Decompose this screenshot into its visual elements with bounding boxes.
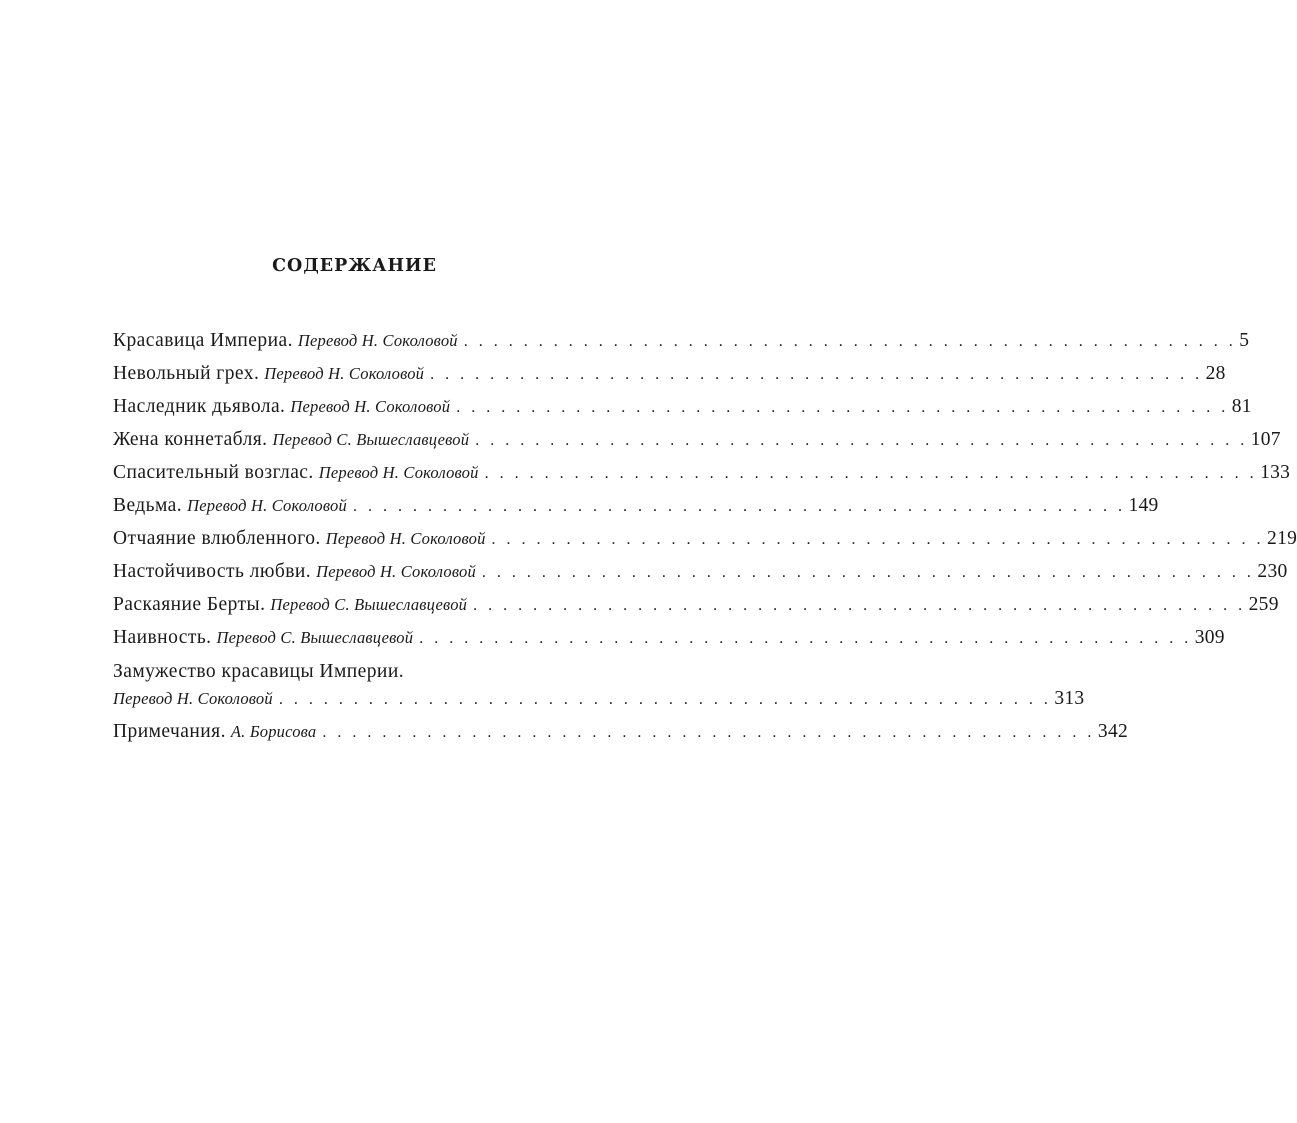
entry-translator: Перевод Н. Соколовой <box>290 397 451 416</box>
entry-translator: Перевод Н. Соколовой <box>325 529 486 548</box>
dot-leader: . . . . . . . . . . . . . . . . . . . . . . . . . . . . . . . . . . . . . . . . . . . . . . . . . . . . <box>481 564 1255 581</box>
entry-page-number: 149 <box>1128 495 1159 516</box>
entry-page-number: 313 <box>1054 688 1085 709</box>
entry-title: Наивность. <box>113 627 212 648</box>
toc-entry[interactable] <box>113 361 1226 394</box>
entry-translator: Перевод Н. Соколовой <box>318 463 479 482</box>
entry-translator: Перевод Н. Соколовой <box>316 562 476 581</box>
toc-entry[interactable] <box>113 460 1291 493</box>
toc-entry[interactable] <box>113 658 1085 719</box>
entry-title: Спасительный возглас. <box>113 462 314 483</box>
dot-leader: . . . . . . . . . . . . . . . . . . . . . . . . . . . . . . . . . . . . . . . . . . . . . . . . . . . . <box>491 531 1265 548</box>
entry-title: Примечания. <box>113 721 226 742</box>
entry-page-number: 107 <box>1250 429 1281 450</box>
dot-leader: . . . . . . . . . . . . . . . . . . . . . . . . . . . . . . . . . . . . . . . . . . . . . . . . . . . . <box>456 399 1229 416</box>
toc-entry[interactable] <box>113 625 1225 658</box>
entry-title: Наследник дьявола. <box>113 396 286 417</box>
entry-page-number: 133 <box>1260 462 1291 483</box>
entry-page-number: 259 <box>1248 594 1279 615</box>
entry-translator: Перевод С. Вышеславцевой <box>270 595 468 614</box>
entry-page-number: 81 <box>1231 396 1252 417</box>
entry-title: Настойчивость любви. <box>113 561 312 582</box>
dot-leader: . . . . . . . . . . . . . . . . . . . . . . . . . . . . . . . . . . . . . . . . . . . . . . . . . . . . <box>463 333 1237 350</box>
entry-title: Невольный грех. <box>113 363 260 384</box>
entry-title: Раскаяние Берты. <box>113 594 266 615</box>
entry-translator: Перевод Н. Соколовой <box>264 364 425 383</box>
entry-translator: Перевод Н. Соколовой <box>187 496 347 515</box>
entry-page-number: 28 <box>1205 363 1226 384</box>
toc-entry[interactable] <box>113 328 1250 361</box>
entry-title: Отчаяние влюбленного. <box>113 528 321 549</box>
dot-leader: . . . . . . . . . . . . . . . . . . . . . . . . . . . . . . . . . . . . . . . . . . . . . . . . . . . . <box>475 432 1248 449</box>
page-title: СОДЕРЖАНИЕ <box>272 256 437 276</box>
dot-leader: . . . . . . . . . . . . . . . . . . . . . . . . . . . . . . . . . . . . . . . . . . . . . . . . . . . . <box>419 630 1192 647</box>
toc-entry[interactable] <box>113 592 1279 625</box>
entry-page-number: 219 <box>1267 528 1297 549</box>
toc-entry[interactable] <box>113 559 1288 592</box>
entry-title: Ведьма. <box>113 495 183 516</box>
dot-leader: . . . . . . . . . . . . . . . . . . . . . . . . . . . . . . . . . . . . . . . . . . . . . . . . . . . . <box>473 597 1246 614</box>
entry-translator: Перевод С. Вышеславцевой <box>216 628 414 647</box>
entry-title: Замужество красавицы Империи. <box>113 661 405 682</box>
dot-leader: . . . . . . . . . . . . . . . . . . . . . . . . . . . . . . . . . . . . . . . . . . . . . . . . . . . . <box>322 724 1095 741</box>
toc-entry[interactable] <box>113 394 1252 427</box>
toc-entry[interactable] <box>113 493 1159 526</box>
entry-page-number: 5 <box>1239 330 1250 351</box>
entry-title: Красавица Империа. <box>113 330 293 351</box>
entry-page-number: 309 <box>1194 627 1225 648</box>
entry-page-number: 342 <box>1097 721 1129 742</box>
dot-leader: . . . . . . . . . . . . . . . . . . . . . . . . . . . . . . . . . . . . . . . . . . . . . . . . . . . . <box>484 465 1258 482</box>
toc-entry[interactable] <box>113 526 1297 559</box>
dot-leader: . . . . . . . . . . . . . . . . . . . . . . . . . . . . . . . . . . . . . . . . . . . . . . . . . . . . <box>352 498 1126 515</box>
entry-translator: Перевод С. Вышеславцевой <box>272 430 470 449</box>
entry-page-number: 230 <box>1257 561 1288 582</box>
entry-translator: А. Борисова <box>230 722 317 741</box>
toc-entry[interactable] <box>113 427 1281 460</box>
dot-leader: . . . . . . . . . . . . . . . . . . . . . . . . . . . . . . . . . . . . . . . . . . . . . . . . . . . . <box>430 366 1203 383</box>
table-of-contents <box>113 328 1297 752</box>
entry-translator: Перевод Н. Соколовой <box>297 331 458 350</box>
dot-leader: . . . . . . . . . . . . . . . . . . . . . . . . . . . . . . . . . . . . . . . . . . . . . . . . . . . . <box>278 691 1052 708</box>
toc-entry[interactable] <box>113 719 1129 752</box>
entry-title: Жена коннетабля. <box>113 429 268 450</box>
entry-translator: Перевод Н. Соколовой <box>113 689 273 708</box>
